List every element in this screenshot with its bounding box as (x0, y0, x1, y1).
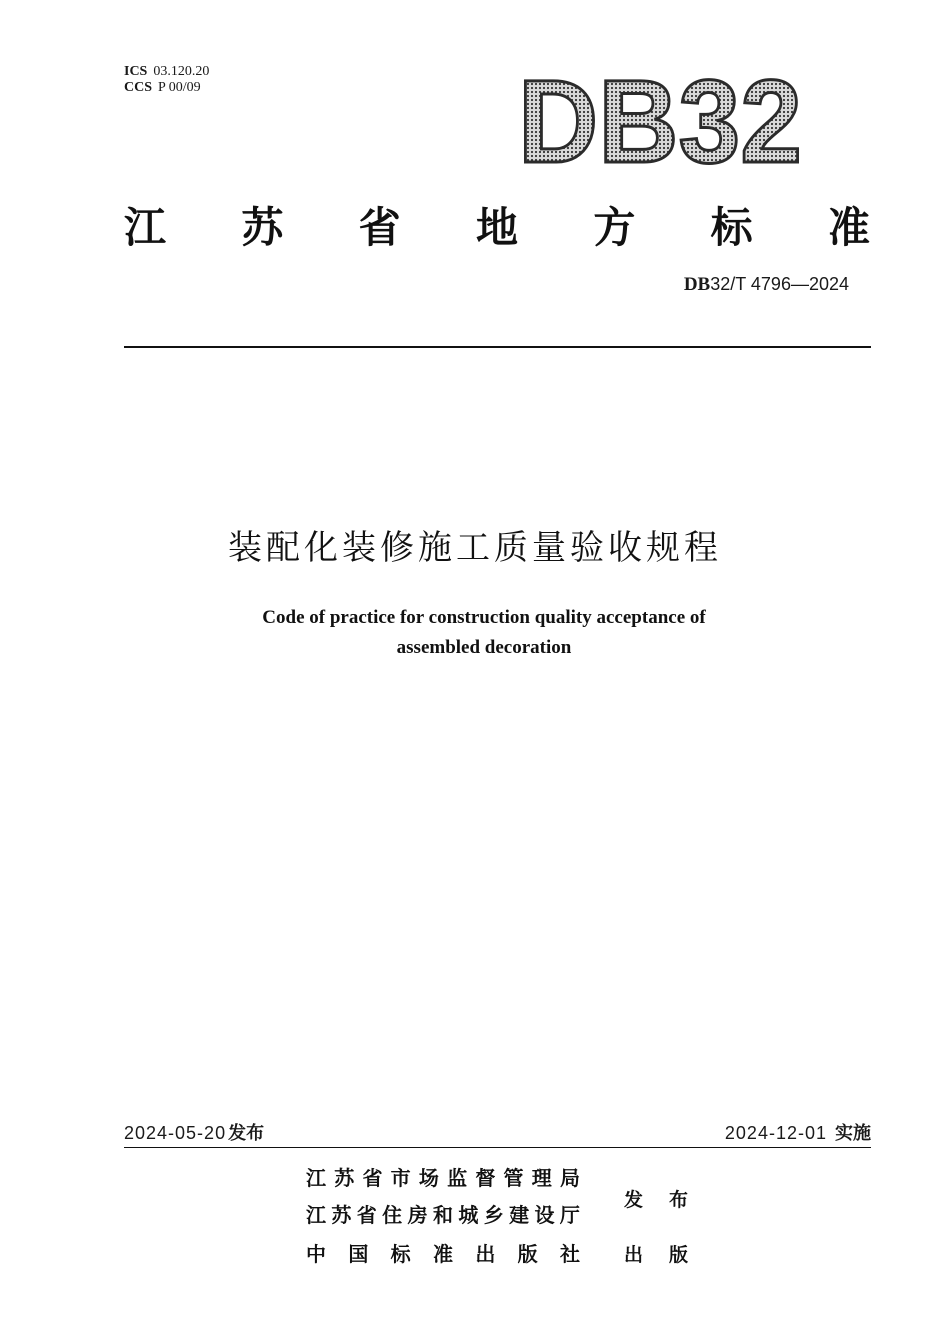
db32-logo-graphic (510, 62, 810, 182)
standard-type-char: 省 (358, 203, 401, 252)
issuer-publisher (306, 1238, 580, 1267)
issuer-char: 设 (534, 1203, 555, 1227)
issuer-char: 苏 (331, 1203, 352, 1227)
issuer-char: 房 (407, 1203, 428, 1227)
issuer-char: 苏 (334, 1166, 355, 1190)
implement-date (725, 1119, 871, 1145)
ics-label: ICS (124, 64, 148, 79)
ics-value: 03.120.20 (153, 64, 210, 79)
issuer-char: 住 (382, 1203, 403, 1227)
footer-divider (124, 1147, 871, 1148)
implement-date-label: 实施 (835, 1123, 871, 1144)
title-en-line2: assembled decoration (396, 637, 572, 658)
role-char: 发 (624, 1189, 644, 1211)
standard-type-char: 准 (827, 203, 870, 252)
document-title-cn: 装配化装修施工质量验收规程 (228, 528, 722, 568)
standard-type-char: 江 (124, 203, 167, 252)
issuer-char: 版 (517, 1242, 538, 1266)
issuer-char: 乡 (483, 1203, 504, 1227)
role-publish (624, 1185, 688, 1212)
standard-number (684, 274, 849, 296)
issuer-char: 局 (559, 1166, 580, 1190)
issuer-char: 标 (390, 1242, 411, 1266)
implement-date-value: 2024-12-01 (724, 1123, 827, 1143)
issuer-char: 省 (362, 1166, 383, 1190)
standard-number-prefix: DB (683, 274, 711, 295)
issuer-housing-construction (306, 1199, 580, 1228)
classification-codes (124, 64, 209, 96)
standard-type-char: 地 (475, 203, 518, 252)
issuer-char: 城 (458, 1203, 479, 1227)
issuer-market-supervision (306, 1162, 580, 1191)
issuer-char: 建 (509, 1203, 530, 1227)
issuer-char: 监 (447, 1166, 468, 1190)
issuer-char: 社 (559, 1242, 580, 1266)
ccs-label: CCS (124, 80, 153, 95)
publish-date-label: 发布 (228, 1123, 265, 1144)
issuer-char: 准 (432, 1242, 453, 1266)
standard-type-char: 苏 (241, 203, 284, 252)
ccs-code (124, 80, 209, 96)
issuer-char: 国 (348, 1242, 369, 1266)
publish-date (124, 1119, 264, 1145)
standard-number-rest: 32/T 4796—2024 (710, 274, 849, 294)
issuer-char: 督 (475, 1166, 496, 1190)
issuer-char: 市 (390, 1166, 411, 1190)
issuer-char: 江 (306, 1203, 326, 1227)
issuer-char: 省 (356, 1203, 377, 1227)
role-print (624, 1240, 688, 1267)
issuer-char: 出 (475, 1242, 496, 1266)
issuer-char: 理 (531, 1166, 552, 1190)
db32-logo (510, 62, 810, 182)
standard-type-char: 标 (710, 203, 753, 252)
issuer-char: 和 (432, 1203, 453, 1227)
role-char: 出 (624, 1244, 644, 1266)
role-char: 布 (668, 1189, 688, 1211)
ics-code (124, 64, 209, 80)
issuer-char: 管 (503, 1166, 524, 1190)
logo-text: DB32 (518, 62, 802, 182)
standard-type-char: 方 (593, 203, 636, 252)
issuer-char: 江 (306, 1166, 326, 1190)
title-en-line1: Code of practice for construction quality acceptance of (262, 607, 706, 628)
ccs-value: P 00/09 (158, 80, 201, 95)
publish-date-value: 2024-05-20 (124, 1123, 227, 1143)
standard-type-heading (124, 190, 870, 260)
document-title-en (180, 603, 788, 663)
issuer-char: 场 (418, 1166, 439, 1190)
role-char: 版 (668, 1244, 688, 1266)
issuer-char: 中 (306, 1242, 326, 1266)
header-divider (124, 346, 871, 348)
issuer-char: 厅 (559, 1203, 580, 1227)
